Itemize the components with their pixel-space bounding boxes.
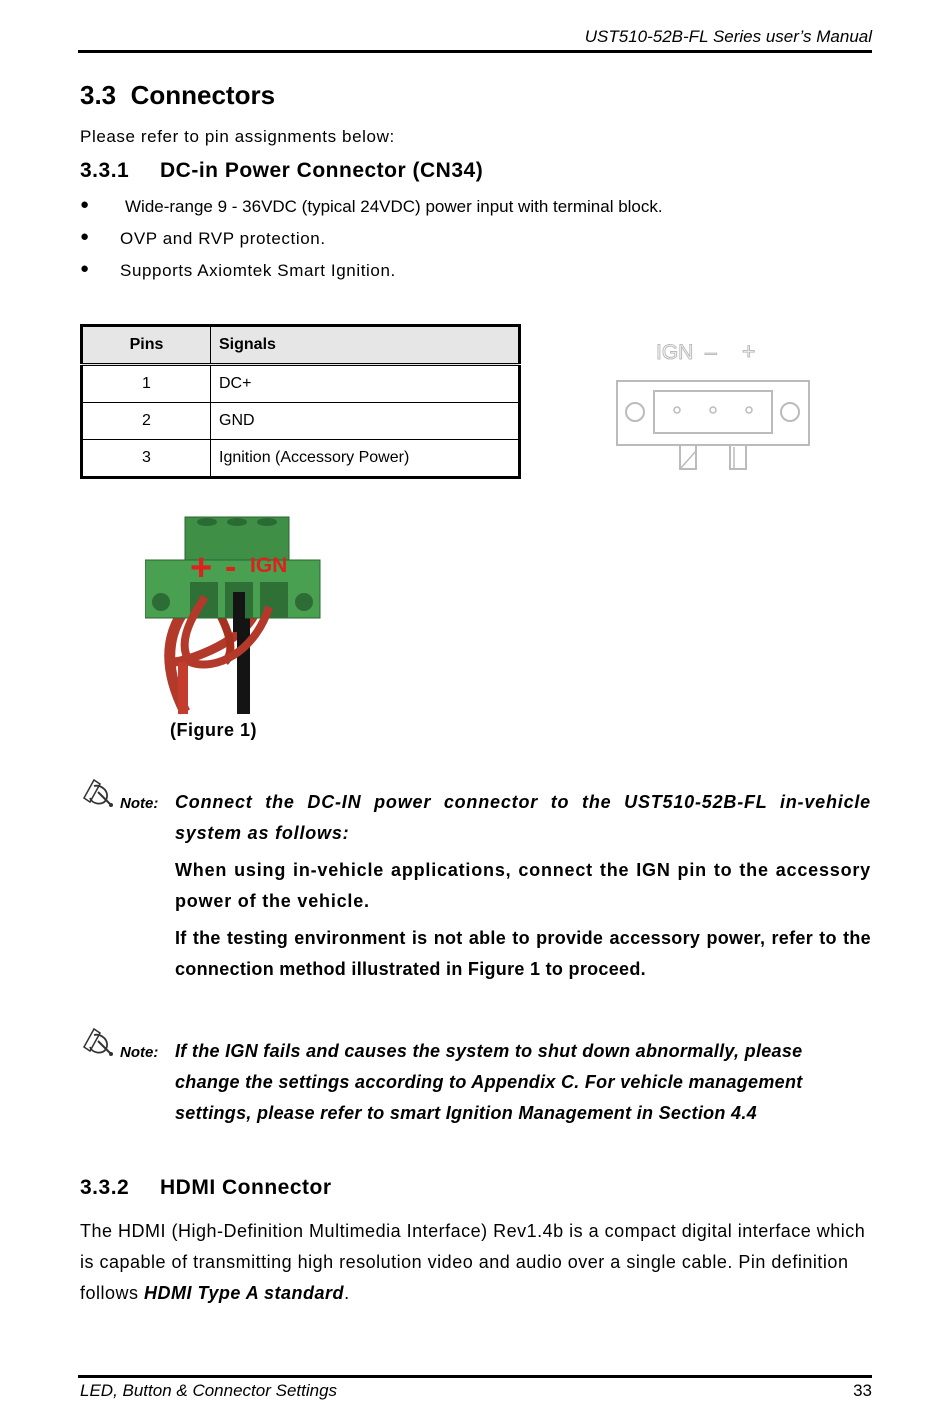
note-text: If the IGN fails and causes the system to shut down abnormally, please change the settings according to Appendix C. For vehicle management settings, please refer to smart Ignition Management in Section 4.4 bbox=[175, 1041, 803, 1123]
hdmi-paragraph bbox=[80, 1216, 870, 1309]
column-header-pins: Pins bbox=[82, 326, 211, 365]
table-cell: GND bbox=[211, 403, 520, 440]
photo-label-ign: IGN bbox=[250, 554, 288, 577]
figure-caption: (Figure 1) bbox=[170, 720, 258, 740]
subsection-title: DC-in Power Connector (CN34) bbox=[160, 159, 484, 182]
list-item-text: Supports Axiomtek Smart Ignition. bbox=[120, 261, 396, 280]
footer-rule bbox=[78, 1375, 872, 1378]
table-header-row bbox=[82, 326, 520, 365]
hdmi-text-end: . bbox=[344, 1283, 350, 1303]
table-row bbox=[82, 403, 520, 440]
note-label: Note: bbox=[120, 1044, 159, 1061]
subsection-title: HDMI Connector bbox=[160, 1176, 332, 1199]
hdmi-standard-emphasis: HDMI Type A standard bbox=[144, 1283, 345, 1303]
list-item-text: Wide-range 9 - 36VDC (typical 24VDC) power input with terminal block. bbox=[125, 197, 663, 216]
table-cell: 2 bbox=[82, 403, 211, 440]
subsection-number: 3.3.1 bbox=[80, 159, 130, 182]
table-row bbox=[82, 365, 520, 403]
connector-outline-diagram bbox=[612, 335, 814, 475]
subsection-number: 3.3.2 bbox=[80, 1176, 130, 1199]
photo-label-minus: - bbox=[225, 548, 237, 586]
photo-label-plus: + bbox=[190, 547, 213, 589]
pin-assignment-table bbox=[80, 324, 521, 479]
note-icon bbox=[80, 776, 116, 808]
table-cell: 1 bbox=[82, 365, 211, 403]
note-lead: Connect the DC-IN power connector to the UST510-52B-FL in-vehicle system as follows: bbox=[175, 792, 871, 843]
note-icon bbox=[80, 1025, 116, 1057]
note-label: Note: bbox=[120, 795, 159, 812]
footer-section-title: LED, Button & Connector Settings bbox=[80, 1381, 338, 1400]
header-rule bbox=[78, 50, 872, 53]
diagram-label-ign: IGN bbox=[656, 341, 694, 364]
section-title: 3.3 Connectors bbox=[80, 80, 276, 110]
table-cell: 3 bbox=[82, 440, 211, 478]
section-intro: Please refer to pin assignments below: bbox=[80, 127, 395, 146]
bullet-icon: ● bbox=[80, 260, 90, 277]
diagram-label-plus: + bbox=[742, 338, 756, 364]
hdmi-text: The HDMI (High-Definition Multimedia Interface) Rev1.4b is a compact digital interface which is capable of transmitting high resolution video and audio over a single cable. Pin definition follows bbox=[80, 1221, 866, 1303]
note-body bbox=[175, 1036, 871, 1135]
header-title: UST510-52B-FL Series user’s Manual bbox=[584, 27, 872, 46]
table-cell: Ignition (Accessory Power) bbox=[211, 440, 520, 478]
note-body bbox=[175, 787, 871, 991]
bullet-icon: ● bbox=[80, 228, 90, 245]
column-header-signals: Signals bbox=[211, 326, 520, 365]
table-row bbox=[82, 440, 520, 478]
note-paragraph: If the testing environment is not able to provide accessory power, refer to the connection method illustrated in Figure 1 to proceed. bbox=[175, 928, 871, 979]
subsection-heading-331 bbox=[80, 159, 483, 183]
terminal-block-photo bbox=[145, 512, 325, 717]
bullet-icon: ● bbox=[80, 196, 90, 213]
note-paragraph: When using in-vehicle applications, connect the IGN pin to the accessory power of the vehicle. bbox=[175, 860, 871, 911]
page-number: 33 bbox=[853, 1381, 872, 1400]
table-cell: DC+ bbox=[211, 365, 520, 403]
subsection-heading-332 bbox=[80, 1176, 332, 1200]
diagram-label-minus: – bbox=[705, 341, 717, 364]
list-item-text: OVP and RVP protection. bbox=[120, 229, 326, 248]
